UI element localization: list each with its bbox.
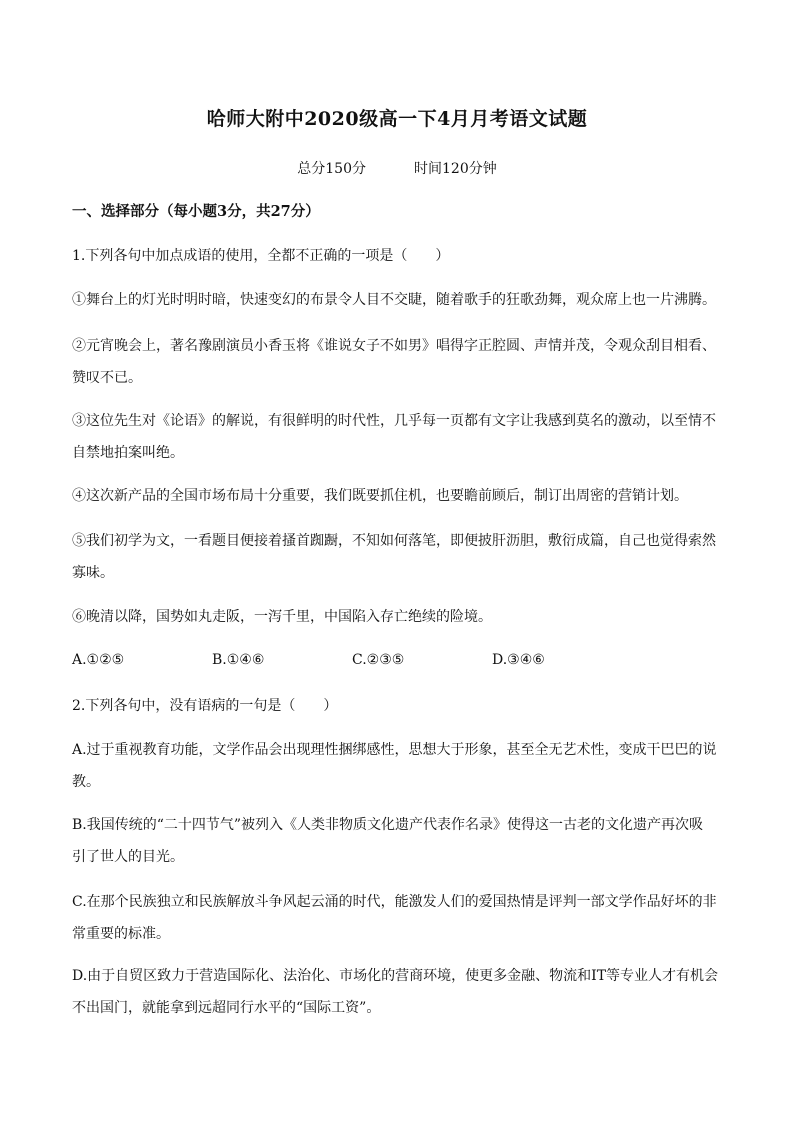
q1-option-a: A.①②⑤ (72, 652, 125, 668)
q1-sentence-5-line-2: 寡味。 (72, 565, 114, 581)
q1-sentence-2-line-2: 赞叹不已。 (72, 370, 142, 386)
q1-sentence-2-line-1: ②元宵晚会上，著名豫剧演员小香玉将《谁说女子不如男》唱得字正腔圆、声情并茂，令观众刮目相看、 (72, 338, 716, 354)
q1-sentence-5-line-1: ⑤我们初学为文，一看题目便接着搔首踟蹰，不知如何落笔，即便披肝沥胆，敷衍成篇，自己也觉得索然 (72, 533, 716, 549)
exam-meta (0, 158, 794, 178)
q1-sentence-1: ①舞台上的灯光时明时暗，快速变幻的布景令人目不交睫，随着歌手的狂歌劲舞，观众席上也一片沸腾。 (72, 292, 716, 308)
q2-stem: 2.下列各句中，没有语病的一句是（ ） (72, 698, 338, 714)
q1-option-d: D.③④⑥ (492, 652, 545, 668)
q1-sentence-3-line-1: ③这位先生对《论语》的解说，有很鲜明的时代性，几乎每一页都有文字让我感到莫名的激动，以至情不 (72, 413, 716, 429)
q2-option-b-line-2: 引了世人的目光。 (72, 849, 184, 865)
total-score: 总分150分 (297, 161, 366, 177)
q1-sentence-3-line-2: 自禁地拍案叫绝。 (72, 445, 184, 461)
q2-option-a-line-1: A.过于重视教育功能，文学作品会出现理性捆绑感性，思想大于形象，甚至全无艺术性，变成干巴巴的说 (72, 742, 717, 758)
exam-title: 哈师大附中2020级高一下4月月考语文试题 (206, 108, 588, 130)
q2-option-c-line-1: C.在那个民族独立和民族解放斗争风起云涌的时代，能激发人们的爱国热情是评判一部文学作品好坏的非 (72, 894, 717, 910)
section-heading: 一、选择部分（每小题3分，共27分） (72, 203, 320, 220)
q2-option-b-line-1: B.我国传统的“二十四节气”被列入《人类非物质文化遗产代表作名录》使得这一古老的文化遗产再次吸 (72, 817, 704, 833)
q1-option-c: C.②③⑤ (352, 652, 405, 668)
q2-option-d-line-2: 不出国门，就能拿到远超同行水平的“国际工资”。 (72, 1000, 381, 1016)
q1-sentence-4: ④这次新产品的全国市场布局十分重要，我们既要抓住机，也要瞻前顾后，制订出周密的营销计划。 (72, 488, 688, 504)
exam-time: 时间120分钟 (414, 161, 497, 177)
q1-sentence-6: ⑥晚清以降，国势如丸走阪，一泻千里，中国陷入存亡绝续的险境。 (72, 609, 492, 625)
q1-option-b: B.①④⑥ (212, 652, 265, 668)
q2-option-a-line-2: 教。 (72, 774, 100, 790)
q2-option-c-line-2: 常重要的标准。 (72, 926, 170, 942)
q2-option-d-line-1: D.由于自贸区致力于营造国际化、法治化、市场化的营商环境，使更多金融、物流和IT等专业人才有机会 (72, 968, 719, 984)
q1-stem: 1.下列各句中加点成语的使用，全都不正确的一项是（ ） (72, 248, 450, 264)
